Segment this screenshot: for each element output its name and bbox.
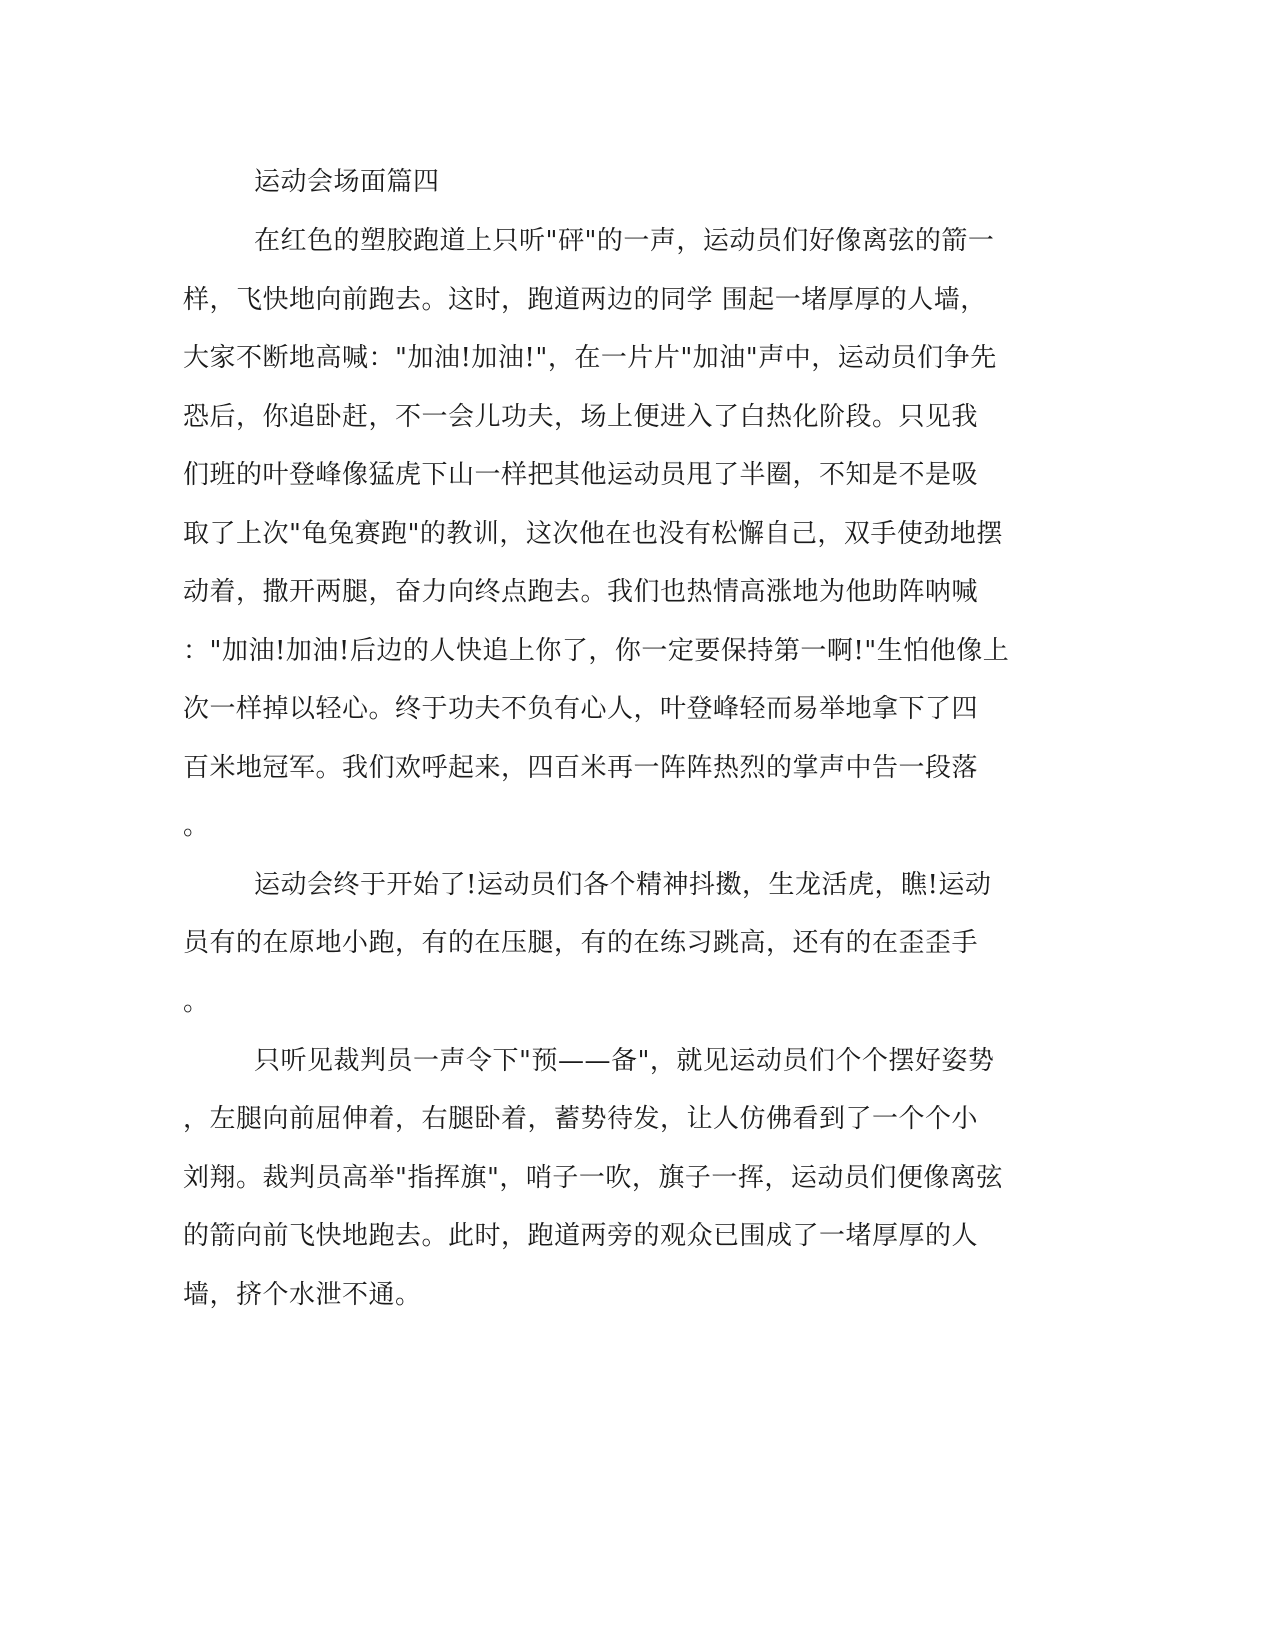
paragraph-line: ，左腿向前屈伸着，右腿卧着，蓄势待发，让人仿佛看到了一个个小 [183, 1104, 979, 1134]
paragraph-line: 员有的在原地小跑，有的在压腿，有的在练习跳高，还有的在歪歪手 [183, 928, 979, 958]
paragraph-line: 的箭向前飞快地跑去。此时，跑道两旁的观众已围成了一堵厚厚的人 [183, 1221, 979, 1251]
paragraph-line: 样，飞快地向前跑去。这时，跑道两边的同学 围起一堵厚厚的人墙， [183, 285, 987, 315]
paragraph-line: 墙，挤个水泄不通。 [183, 1280, 422, 1310]
paragraph-line: 百米地冠军。我们欢呼起来，四百米再一阵阵热烈的掌声中告一段落 [183, 753, 979, 783]
paragraph-line: 刘翔。裁判员高举"指挥旗"，哨子一吹，旗子一挥，运动员们便像离弦 [183, 1163, 1003, 1193]
paragraph-line: 。 [183, 811, 210, 841]
paragraph-line: ："加油!加油!后边的人快追上你了，你一定要保持第一啊!"生怕他像上 [183, 636, 1010, 666]
paragraph-line: 大家不断地高喊："加油!加油!"，在一片片"加油"声中，运动员们争先 [183, 343, 997, 373]
paragraph-line: 取了上次"龟兔赛跑"的教训，这次他在也没有松懈自己，双手使劲地摆 [183, 519, 1003, 549]
paragraph-line: 动着，撒开两腿，奋力向终点跑去。我们也热情高涨地为他助阵呐喊 [183, 577, 979, 607]
paragraph-line: 。 [183, 987, 210, 1017]
paragraph-line: 们班的叶登峰像猛虎下山一样把其他运动员甩了半圈，不知是不是吸 [183, 460, 979, 490]
paragraph-line: 只听见裁判员一声令下"预——备"，就见运动员们个个摆好姿势 [254, 1046, 995, 1076]
paragraph-line: 次一样掉以轻心。终于功夫不负有心人，叶登峰轻而易举地拿下了四 [183, 694, 979, 724]
section-heading: 运动会场面篇四 [254, 167, 440, 197]
paragraph-line: 恐后，你追卧赶，不一会儿功夫，场上便进入了白热化阶段。只见我 [183, 402, 979, 432]
paragraph-line: 运动会终于开始了!运动员们各个精神抖擞，生龙活虎，瞧!运动 [254, 870, 992, 900]
paragraph-line: 在红色的塑胶跑道上只听"砰"的一声，运动员们好像离弦的箭一 [254, 226, 995, 256]
